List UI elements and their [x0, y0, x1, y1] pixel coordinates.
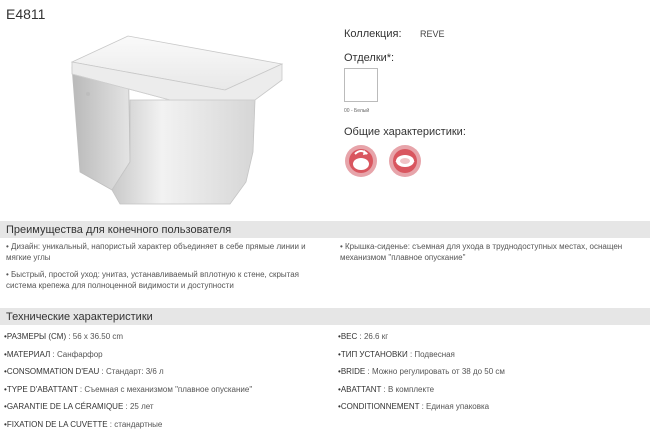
spec-value: стандартные	[114, 419, 163, 429]
feature-icons	[344, 144, 644, 178]
spec-key: • ABATTANT	[338, 385, 381, 394]
spec-row: • МАТЕРИАЛ : Санфарфор	[4, 346, 324, 364]
spec-key: • FIXATION DE LA CUVETTE	[4, 420, 108, 429]
spec-value: Единая упаковка	[426, 402, 490, 411]
product-info	[344, 28, 644, 178]
spec-value: В комплекте	[387, 384, 435, 394]
spec-value: 26.6 кг	[363, 332, 389, 341]
spec-row: • ТИП УСТАНОВКИ : Подвесная	[338, 346, 638, 364]
advantage-item: • Дизайн: уникальный, напористый характер объединяет в себе прямые линии и мягкие углы	[6, 242, 306, 262]
advantages-left	[6, 241, 306, 297]
rimless-bowl-icon	[388, 144, 422, 178]
toilet-product-image	[50, 22, 310, 207]
advantages-right	[340, 241, 640, 269]
spec-key: • TYPE D'ABATTANT	[4, 385, 78, 394]
spec-value: 56 x 36.50 cm	[72, 332, 124, 341]
spec-key: • ТИП УСТАНОВКИ	[338, 350, 408, 359]
spec-row: • BRIDE : Можно регулировать от 38 до 50 см	[338, 363, 638, 381]
features-label: Общие характеристики:	[344, 126, 466, 138]
spec-key: • GARANTIE DE LA CÉRAMIQUE	[4, 402, 123, 411]
specs-right	[338, 328, 638, 416]
spec-row: • GARANTIE DE LA CÉRAMIQUE : 25 лет	[4, 398, 324, 416]
spec-key: • МАТЕРИАЛ	[4, 350, 50, 359]
spec-row: • CONSOMMATION D'EAU : Стандарт: 3/6 л	[4, 363, 324, 381]
finish-caption: 00 - Белый	[344, 108, 370, 114]
spec-row: • FIXATION DE LA CUVETTE : стандартные	[4, 416, 324, 430]
spec-key: • CONSOMMATION D'EAU	[4, 367, 99, 376]
finishes-label: Отделки*:	[344, 52, 395, 64]
spec-key: • ВЕС	[338, 332, 357, 341]
advantage-item: • Быстрый, простой уход: унитаз, устанавливаемый вплотную к стене, скрытая система крепежа для полноценной видимости и доступности	[6, 270, 300, 290]
spec-key: • BRIDE	[338, 367, 365, 376]
spec-row: • CONDITIONNEMENT : Единая упаковка	[338, 398, 638, 416]
spec-row: • TYPE D'ABATTANT : Съемная с механизмом "плавное опускание"	[4, 381, 324, 399]
spec-key: • CONDITIONNEMENT	[338, 402, 419, 411]
spec-value: Съемная с механизмом "плавное опускание"	[84, 384, 253, 394]
spec-value: 25 лет	[129, 402, 154, 411]
finish-swatch-white[interactable]	[344, 68, 378, 102]
spec-value: Санфарфор	[56, 349, 103, 359]
advantages-title: Преимущества для конечного пользователя	[0, 221, 650, 238]
spec-row: • ABATTANT : В комплекте	[338, 381, 638, 399]
spec-value: Подвесная	[414, 349, 455, 359]
spec-row: • ВЕС : 26.6 кг	[338, 328, 638, 346]
spec-value: Можно регулировать от 38 до 50 см	[371, 367, 505, 376]
collection-row	[344, 28, 644, 40]
collection-value: REVE	[420, 29, 445, 39]
spec-row: • РАЗМЕРЫ (CM) : 56 x 36.50 cm	[4, 328, 324, 346]
advantage-item: • Крышка-сиденье: съемная для ухода в труднодоступных местах, оснащен механизмом "плавное опускание"	[340, 242, 623, 262]
spec-key: • РАЗМЕРЫ (CM)	[4, 332, 66, 341]
product-code: E4811	[6, 6, 46, 22]
spec-value: Стандарт: 3/6 л	[105, 367, 164, 376]
collection-label: Коллекция:	[344, 28, 402, 40]
specs-left	[4, 328, 324, 430]
specs-title: Технические характеристики	[0, 308, 650, 325]
soft-close-seat-icon	[344, 144, 378, 178]
